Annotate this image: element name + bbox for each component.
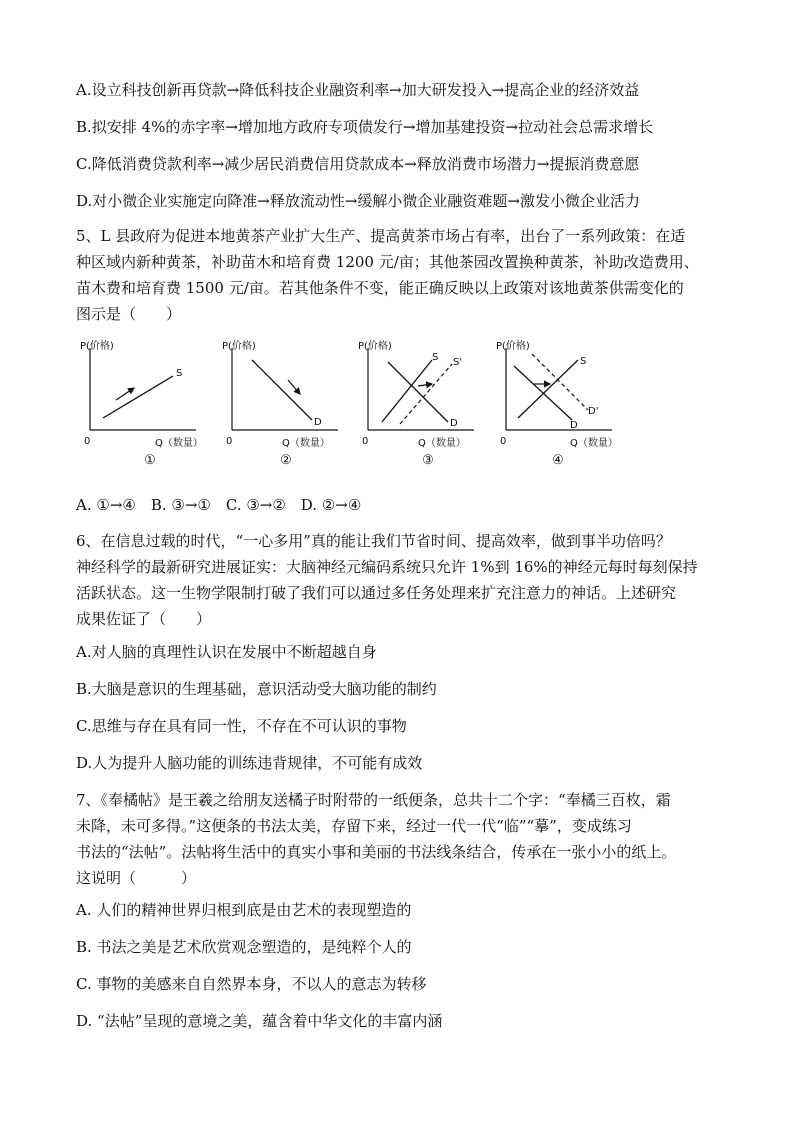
curve-label-d: D bbox=[570, 420, 578, 431]
q7-stem-line: 7、《奉橘帖》是王羲之给朋友送橘子时附带的一纸便条，总共十二个字：“奉橘三百枚，霜 bbox=[76, 791, 671, 809]
q7-option-c: C. 事物的美感来自自然界本身，不以人的意志为转移 bbox=[76, 975, 427, 993]
shift-arrow-icon bbox=[116, 388, 134, 400]
q4-option-a: A.设立科技创新再贷款→降低科技企业融资利率→加大研发投入→提高企业的经济效益 bbox=[76, 81, 640, 99]
origin-label: 0 bbox=[226, 436, 233, 447]
q6-stem-line: 活跃状态。这一生物学限制打破了我们可以通过多任务处理来扩充注意力的神话。上述研究 bbox=[76, 584, 677, 602]
figure-1-supply-shift bbox=[78, 338, 228, 473]
curve-label-d: D bbox=[450, 418, 458, 429]
curve-label-d: D bbox=[314, 417, 322, 428]
q5-stem-line: 5、L 县政府为促进本地黄茶产业扩大生产、提高黄茶市场占有率，出台了一系列政策：在适 bbox=[76, 227, 686, 245]
q6-option-d: D.人为提升人脑功能的训练违背规律，不可能有成效 bbox=[76, 754, 423, 772]
q5-stem bbox=[76, 223, 738, 327]
q7-stem-line: 书法的“法帖”。法帖将生活中的真实小事和美丽的书法线条结合，传承在一张小小的纸上。 bbox=[76, 843, 677, 861]
curve-label-s: S bbox=[176, 368, 183, 379]
curve-label-s: S bbox=[580, 356, 587, 367]
figure-number: ② bbox=[280, 453, 292, 468]
q5-stem-line: 苗木费和培育费 1500 元/亩。若其他条件不变，能正确反映以上政策对该地黄茶供需变化的 bbox=[76, 279, 684, 297]
y-axis-label: P(价格) bbox=[80, 341, 114, 352]
q7-option-b: B. 书法之美是艺术欣赏观念塑造的，是纯粹个人的 bbox=[76, 938, 412, 956]
new-supply-curve bbox=[400, 364, 452, 424]
figure-4-demand-shift-right bbox=[494, 338, 644, 473]
curve-label-d-prime: D' bbox=[588, 406, 599, 417]
x-axis-label: Q（数量） bbox=[282, 438, 330, 449]
q7-stem-line: 这说明（ ） bbox=[76, 869, 197, 887]
x-axis-label: Q（数量） bbox=[155, 438, 203, 449]
x-axis-label: Q（数量） bbox=[418, 438, 466, 449]
q6-option-b: B.大脑是意识的生理基础，意识活动受大脑功能的制约 bbox=[76, 680, 437, 698]
curve-label-s-prime: S' bbox=[453, 357, 463, 368]
q4-option-c: C.降低消费贷款利率→减少居民消费信用贷款成本→释放消费市场潜力→提振消费意愿 bbox=[76, 155, 640, 173]
q5-options: A. ①→④ B. ③→① C. ③→② D. ②→④ bbox=[76, 496, 362, 514]
q6-stem-line: 神经科学的最新研究进展证实：大脑神经元编码系统只允许 1%到 16%的神经元每时每刻保持 bbox=[76, 558, 698, 576]
demand-curve bbox=[252, 360, 312, 420]
figure-4-graph bbox=[494, 338, 644, 473]
figure-2-demand-shift bbox=[220, 338, 370, 473]
figure-number: ③ bbox=[422, 453, 434, 468]
figure-number: ④ bbox=[552, 453, 564, 468]
q6-stem-line: 成果佐证了（ ） bbox=[76, 610, 212, 628]
y-axis-label: P(价格) bbox=[358, 341, 392, 352]
y-axis-label: P(价格) bbox=[496, 341, 530, 352]
q5-stem-line: 种区域内新种黄茶，补助苗木和培育费 1200 元/亩；其他茶园改置换种黄茶，补助改造费用、 bbox=[76, 253, 699, 271]
supply-curve bbox=[103, 376, 173, 418]
q6-option-a: A.对人脑的真理性认识在发展中不断超越自身 bbox=[76, 643, 377, 661]
origin-label: 0 bbox=[84, 436, 91, 447]
q7-option-a: A. 人们的精神世界归根到底是由艺术的表现塑造的 bbox=[76, 901, 412, 919]
figure-number: ① bbox=[144, 453, 156, 468]
shift-arrow-icon bbox=[288, 380, 300, 394]
origin-label: 0 bbox=[500, 436, 507, 447]
supply-curve bbox=[382, 360, 432, 422]
q6-stem bbox=[76, 528, 738, 632]
figure-3-supply-shift-right bbox=[356, 338, 506, 473]
q7-option-d: D. “法帖”呈现的意境之美，蕴含着中华文化的丰富内涵 bbox=[76, 1012, 443, 1030]
curve-label-s: S bbox=[432, 352, 439, 363]
supply-curve bbox=[518, 360, 578, 418]
q7-stem-line: 未降，未可多得。”这便条的书法太美，存留下来，经过一代一代“临”“摹”，变成练习 bbox=[76, 817, 632, 835]
x-axis-label: Q（数量） bbox=[570, 438, 618, 449]
q7-stem bbox=[76, 787, 738, 891]
q4-option-b: B.拟安排 4%的赤字率→增加地方政府专项债发行→增加基建投资→拉动社会总需求增长 bbox=[76, 118, 654, 136]
origin-label: 0 bbox=[362, 436, 369, 447]
q5-stem-line: 图示是（ ） bbox=[76, 305, 182, 323]
shift-arrow-icon bbox=[418, 384, 432, 386]
q4-option-d: D.对小微企业实施定向降准→释放流动性→缓解小微企业融资难题→激发小微企业活力 bbox=[76, 192, 640, 210]
y-axis-label: P(价格) bbox=[222, 341, 256, 352]
q6-stem-line: 6、在信息过载的时代，“一心多用”真的能让我们节省时间、提高效率，做到事半功倍吗？ bbox=[76, 532, 671, 550]
demand-curve bbox=[388, 362, 448, 422]
q6-option-c: C.思维与存在具有同一性，不存在不可认识的事物 bbox=[76, 717, 407, 735]
